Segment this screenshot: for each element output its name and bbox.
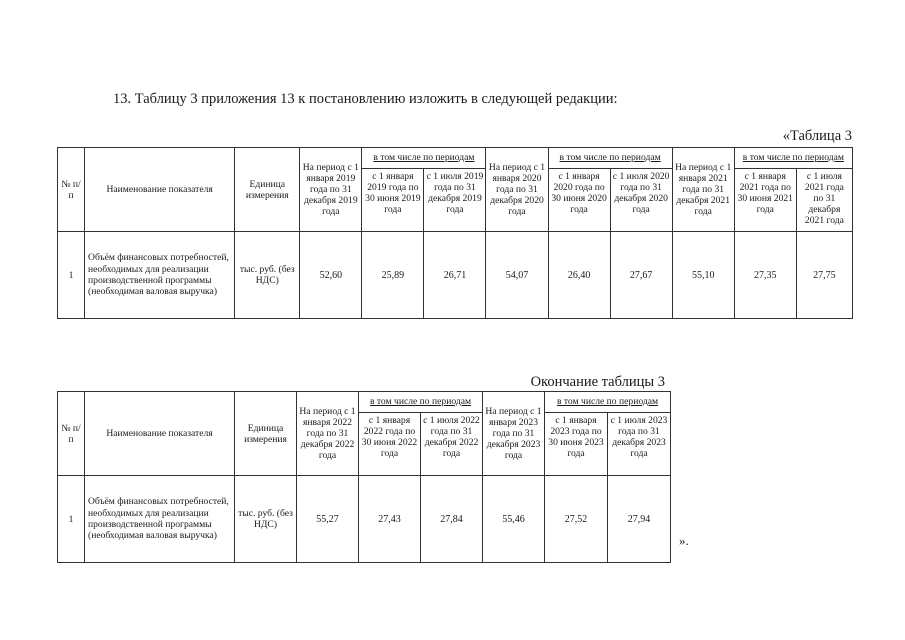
header-h1-2020: с 1 января 2020 года по 30 июня 2020 года [548,169,610,232]
value-cell: 26,40 [548,232,610,319]
closing-quote: ». [679,533,689,548]
header-period-2020: На период с 1 января 2020 года по 31 декабря 2020 года [486,148,548,232]
value-cell: 27,52 [545,476,608,563]
header-h2-2023: с 1 июля 2023 года по 31 декабря 2023 года [608,413,671,476]
header-h2-2022: с 1 июля 2022 года по 31 декабря 2022 года [421,413,483,476]
table1-caption: «Таблица 3 [782,128,852,144]
table-row [58,232,853,319]
value-cell: 27,75 [796,232,852,319]
header-period-2022: На период с 1 января 2022 года по 31 декабря 2022 года [297,392,359,476]
value-cell: 55,10 [672,232,734,319]
header-indicator-name: Наименование показателя [85,148,235,232]
header-unit: Единица измерения [235,392,297,476]
value-cell: 27,43 [359,476,421,563]
row-num: 1 [58,232,85,319]
header-h2-2020: с 1 июля 2020 года по 31 декабря 2020 года [610,169,672,232]
header-indicator-name: Наименование показателя [85,392,235,476]
value-cell: 27,35 [734,232,796,319]
header-h1-2021: с 1 января 2021 года по 30 июня 2021 года [734,169,796,232]
header-h1-2023: с 1 января 2023 года по 30 июня 2023 года [545,413,608,476]
header-group-2022: в том числе по периодам [359,392,483,413]
header-group-2020: в том числе по периодам [548,148,672,169]
value-cell: 25,89 [362,232,424,319]
row-unit: тыс. руб. (без НДС) [235,232,300,319]
row-indicator-name: Объём финансовых потребностей, необходимых для реализации производственной программы (необходимая валовая выручка) [85,232,235,319]
table-3-part2 [57,391,671,563]
value-cell: 54,07 [486,232,548,319]
header-group-2023: в том числе по периодам [545,392,671,413]
row-indicator-name: Объём финансовых потребностей, необходимых для реализации производственной программы (необходимая валовая выручка) [85,476,235,563]
value-cell: 55,46 [483,476,545,563]
header-period-2023: На период с 1 января 2023 года по 31 декабря 2023 года [483,392,545,476]
value-cell: 27,67 [610,232,672,319]
table2-caption: Окончание таблицы 3 [530,374,665,390]
header-h2-2019: с 1 июля 2019 года по 31 декабря 2019 года [424,169,486,232]
table-3-part1 [57,147,853,319]
header-num: № п/п [58,148,85,232]
table-row [58,476,671,563]
row-num: 1 [58,476,85,563]
header-group-2021: в том числе по периодам [734,148,852,169]
header-group-2019: в том числе по периодам [362,148,486,169]
value-cell: 27,84 [421,476,483,563]
value-cell: 27,94 [608,476,671,563]
header-period-2021: На период с 1 января 2021 года по 31 декабря 2021 года [672,148,734,232]
header-unit: Единица измерения [235,148,300,232]
value-cell: 52,60 [300,232,362,319]
header-h2-2021: с 1 июля 2021 года по 31 декабря 2021 года [796,169,852,232]
row-unit: тыс. руб. (без НДС) [235,476,297,563]
value-cell: 26,71 [424,232,486,319]
header-num: № п/п [58,392,85,476]
header-h1-2019: с 1 января 2019 года по 30 июня 2019 года [362,169,424,232]
header-period-2019: На период с 1 января 2019 года по 31 декабря 2019 года [300,148,362,232]
header-h1-2022: с 1 января 2022 года по 30 июня 2022 года [359,413,421,476]
value-cell: 55,27 [297,476,359,563]
amendment-heading: 13. Таблицу 3 приложения 13 к постановлению изложить в следующей редакции: [113,91,618,107]
